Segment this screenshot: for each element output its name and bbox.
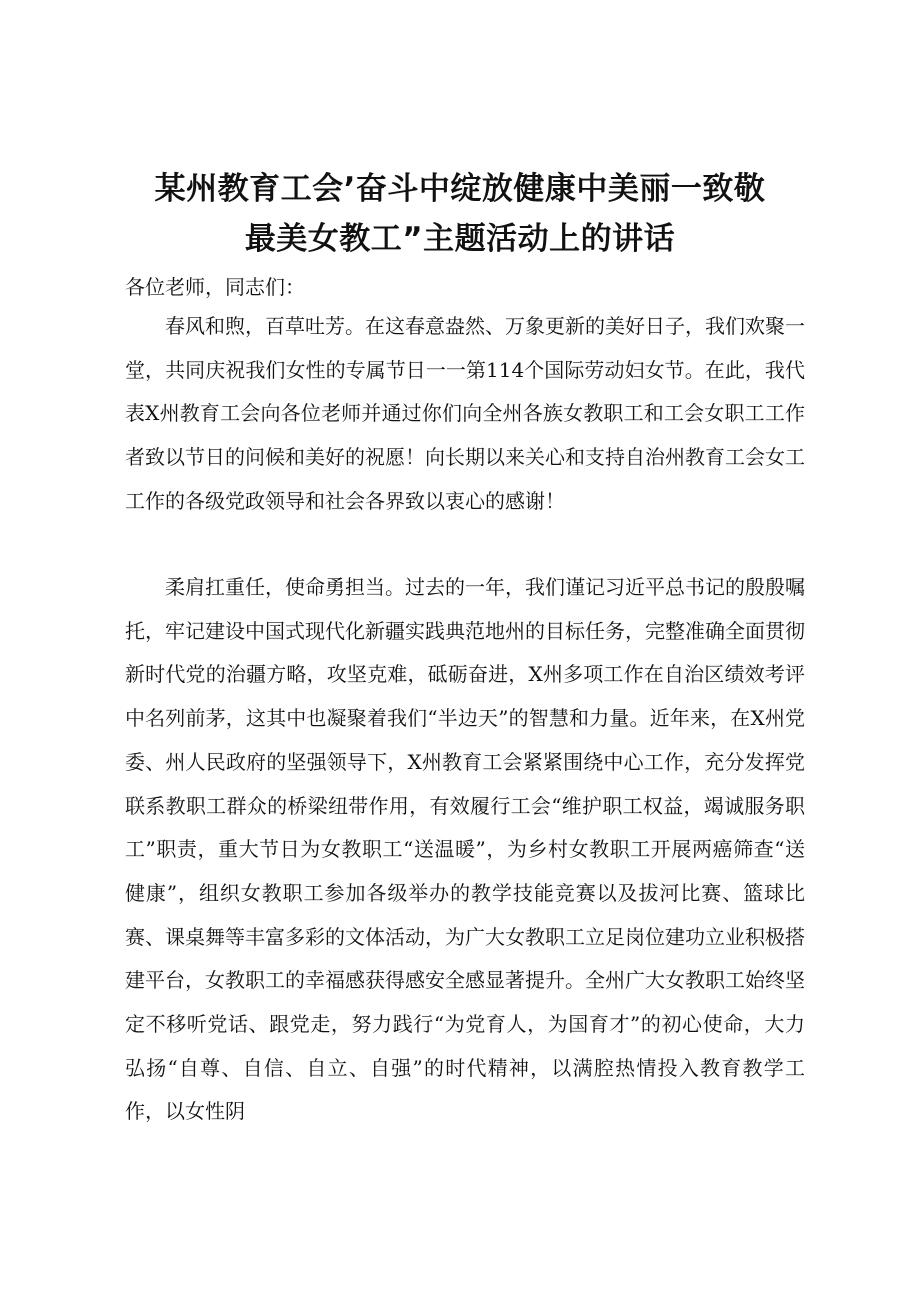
document-title-line-2: 最美女教工”主题活动上的讲话	[244, 221, 676, 257]
salutation: 各位老师，同志们：	[125, 275, 305, 299]
paragraph-2: 柔肩扛重任，使命勇担当。过去的一年，我们谨记习近平总书记的殷殷嘱托，牢记建设中国式现代化新疆实践典范地州的目标任务，完整准确全面贯彻新时代党的治疆方略，攻坚克难，砥砺奋进，X州多项工作在自治区绩效考评中名列前茅，这其中也凝聚着我们“半边天”的智慧和力量。近年来，在X州党委、州人民政府的坚强领导下，X州教育工会紧紧围绕中心工作，充分发挥党联系教职工群众的桥梁纽带作用，有效履行工会“维护职工权益，竭诚服务职工”职责，重大节日为女教职工“送温暖”，为乡村女教职工开展两癌筛查“送健康”，组织女教职工参加各级举办的教学技能竞赛以及拔河比赛、篮球比赛、课桌舞等丰富多彩的文体活动，为广大女教职工立足岗位建功立业积极搭建平台，女教职工的幸福感获得感安全感显著提升。全州广大女教职工始终坚定不移听党话、跟党走，努力践行“为党育人，为国育才”的初心使命，大力弘扬“自尊、自信、自立、自强”的时代精神，以满腔热情投入教育教学工作，以女性阴	[125, 575, 805, 1124]
document-title-line-1: 某州教育工会’奋斗中绽放健康中美丽一致敬	[154, 171, 766, 207]
paragraph-1: 春风和煦，百草吐芳。在这春意盎然、万象更新的美好日子，我们欢聚一堂，共同庆祝我们女性的专属节日一一第114个国际劳动妇女节。在此，我代表X州教育工会向各位老师并通过你们向全州各族女教职工和工会女职工工作者致以节日的问候和美好的祝愿！向长期以来关心和支持自治州教育工会女工工作的各级党政领导和社会各界致以衷心的感谢！	[125, 314, 805, 513]
